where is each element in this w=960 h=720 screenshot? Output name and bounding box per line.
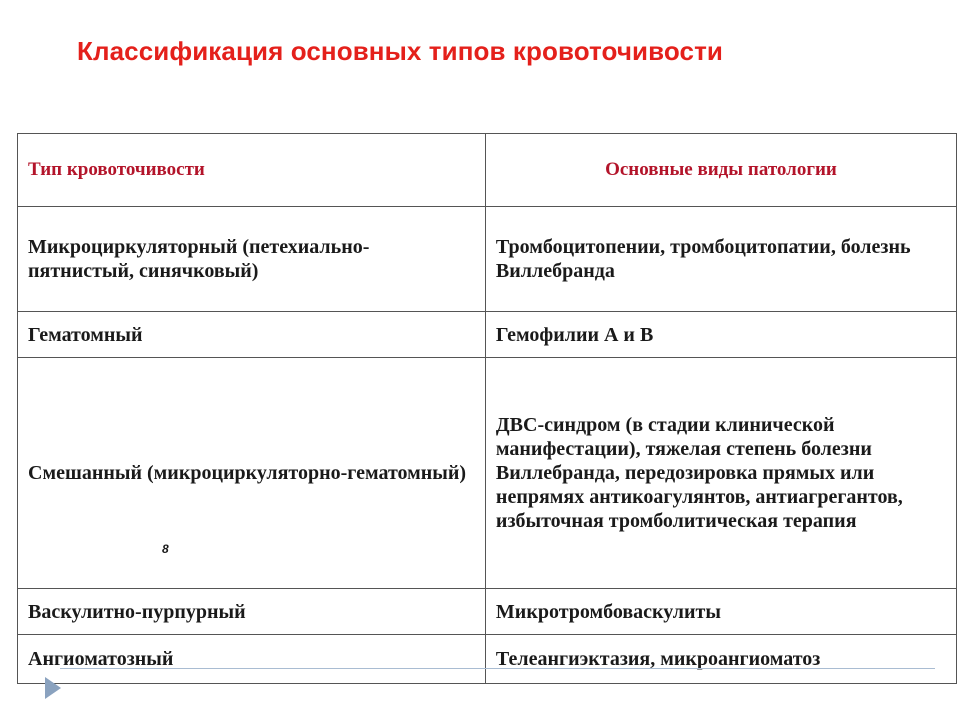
next-slide-arrow-icon[interactable] <box>45 677 61 699</box>
bleeding-type-cell: Ангиоматозный <box>18 635 486 684</box>
slide-title: Классификация основных типов кровоточивости <box>77 36 723 66</box>
footer-divider <box>60 668 935 669</box>
table-row <box>18 589 957 635</box>
header-pathology: Основные виды патологии <box>485 134 956 207</box>
header-bleeding-type: Тип кровоточивости <box>18 134 486 207</box>
pathology-cell: Телеангиэктазия, микроангиоматоз <box>485 635 956 684</box>
slide-mark: 8 <box>162 542 169 556</box>
bleeding-type-cell: Смешанный (микроциркуляторно-гематомный) <box>18 358 486 589</box>
bleeding-types-table <box>17 133 957 684</box>
pathology-cell: ДВС-синдром (в стадии клинической манифестации), тяжелая степень болезни Виллебранда, передозировка прямых или непрямях антикоагулянтов, антиагрегантов, избыточная тромболитическая терапия <box>485 358 956 589</box>
table-row <box>18 312 957 358</box>
table-row <box>18 358 957 589</box>
table-header-row <box>18 134 957 207</box>
bleeding-type-cell: Гематомный <box>18 312 486 358</box>
pathology-cell: Тромбоцитопении, тромбоцитопатии, болезнь Виллебранда <box>485 207 956 312</box>
table-row <box>18 207 957 312</box>
pathology-cell: Гемофилии А и В <box>485 312 956 358</box>
bleeding-type-cell: Васкулитно-пурпурный <box>18 589 486 635</box>
bleeding-type-cell: Микроциркуляторный (петехиально-пятнистый, синячковый) <box>18 207 486 312</box>
table-row <box>18 635 957 684</box>
pathology-cell: Микротромбоваскулиты <box>485 589 956 635</box>
